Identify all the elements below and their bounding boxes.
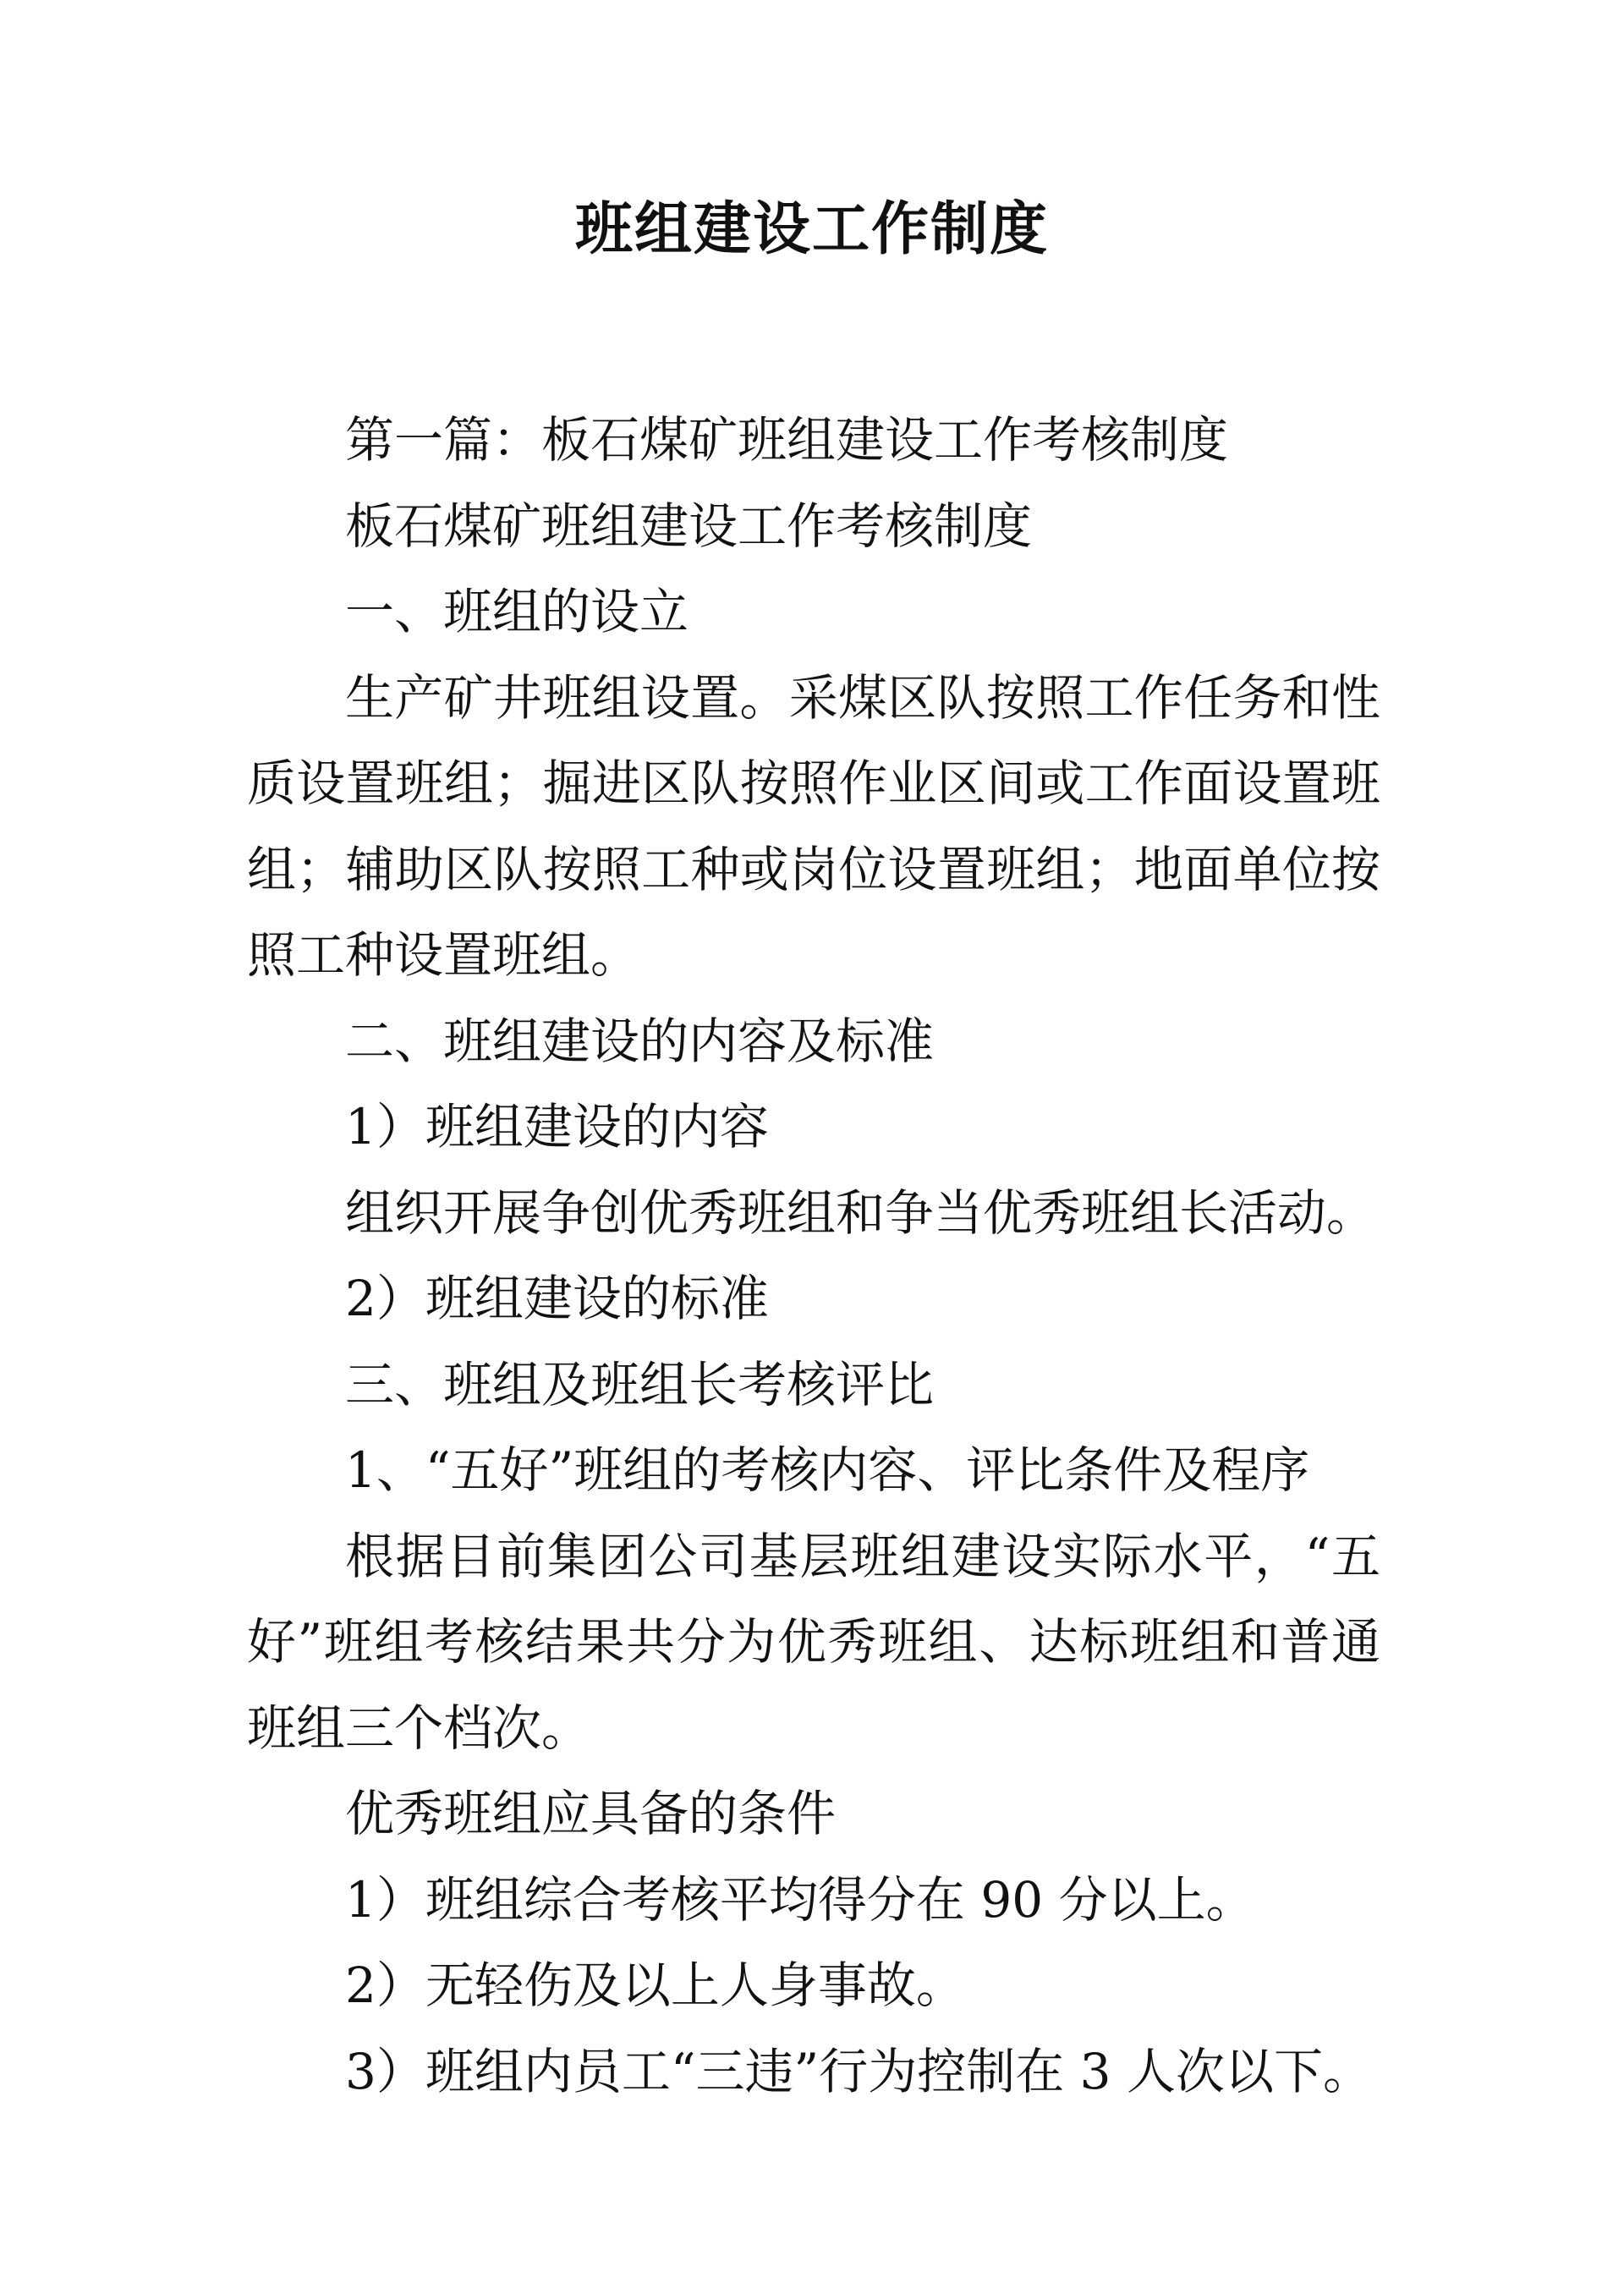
- paragraph: 组织开展争创优秀班组和争当优秀班组长活动。: [345, 1183, 1376, 1242]
- paragraph: 根据目前集团公司基层班组建设实际水平，“五好”班组考核结果共分为优秀班组、达标班组和普通班组三个档次。: [247, 1527, 1380, 1757]
- subsection-heading: 1、“五好”班组的考核内容、评比条件及程序: [345, 1441, 1310, 1499]
- paragraph: 优秀班组应具备的条件: [345, 1785, 837, 1842]
- section-heading: 一、班组的设立: [345, 583, 689, 640]
- document-body: [247, 398, 1380, 2115]
- list-item: 2）无轻伤及以上人身事故。: [345, 1956, 965, 2014]
- list-item: 3）班组内员工“三违”行为控制在 3 人次以下。: [345, 2042, 1372, 2100]
- list-item: 1）班组综合考核平均得分在 90 分以上。: [345, 1870, 1255, 1929]
- section-heading: 三、班组及班组长考核评比: [345, 1355, 935, 1413]
- paragraph: 板石煤矿班组建设工作考核制度: [345, 497, 1033, 555]
- subsection-heading: 1）班组建设的内容: [345, 1098, 769, 1155]
- section-heading: 第一篇：板石煤矿班组建设工作考核制度: [345, 411, 1229, 469]
- section-heading: 二、班组建设的内容及标准: [345, 1012, 935, 1070]
- subsection-heading: 2）班组建设的标准: [345, 1270, 769, 1327]
- document-title: 班组建设工作制度: [574, 196, 1049, 263]
- paragraph: 生产矿井班组设置。采煤区队按照工作任务和性质设置班组；掘进区队按照作业区间或工作面设置班组；辅助区队按照工种或岗位设置班组；地面单位按照工种设置班组。: [247, 668, 1380, 984]
